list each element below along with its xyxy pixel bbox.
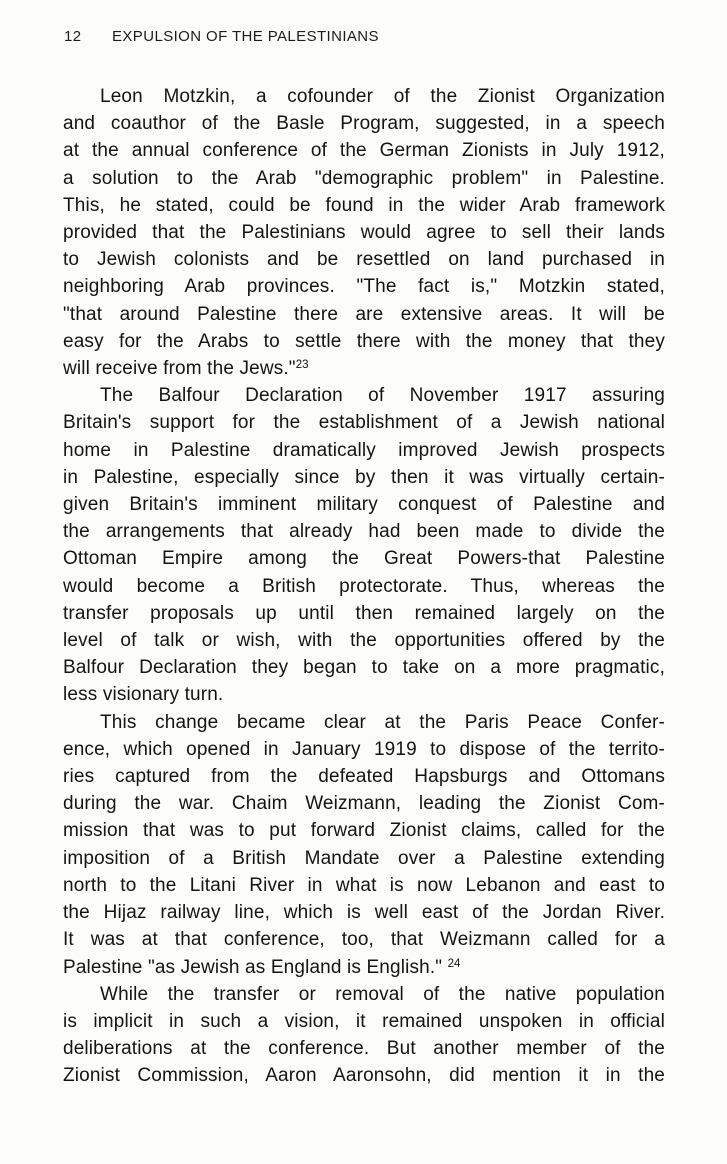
text-line [63,355,665,382]
text-line [63,899,665,926]
page-number: 12 [64,28,82,45]
running-title: EXPULSION OF THE PALESTINIANS [112,28,379,45]
text-line [63,219,665,246]
text-line [63,328,665,355]
line-text: "that around Palestine there are extensive areas. It will be [63,303,665,325]
running-header [64,29,727,45]
line-text: Palestine "as Jewish as England is English." [63,956,448,978]
line-text: would become a British protectorate. Thus, whereas the [63,575,665,597]
text-line [63,709,665,736]
text-line [63,110,665,137]
line-text: the Hijaz railway line, which is well east of the Jordan River. [63,902,665,924]
text-line [63,600,665,627]
line-text: The Balfour Declaration of November 1917 assuring [100,385,665,407]
text-line [63,981,665,1008]
line-text: easy for the Arabs to settle there with the money that they [63,330,665,352]
line-text: at the annual conference of the German Zionists in July 1912, [63,140,665,162]
text-line [63,192,665,219]
line-text: during the war. Chaim Weizmann, leading the Zionist Com- [63,793,665,815]
line-text: While the transfer or removal of the native population [100,983,665,1005]
text-line [63,83,665,110]
text-line [63,1062,665,1089]
text-line [63,246,665,273]
text-line [63,954,665,981]
footnote-reference: 23 [295,359,309,372]
text-line [63,491,665,518]
line-text: imposition of a British Mandate over a Palestine extending [63,847,665,869]
line-text: provided that the Palestinians would agree to sell their lands [63,222,665,244]
text-line [63,165,665,192]
line-text: a solution to the Arab "demographic problem" in Palestine. [63,167,665,189]
text-line [63,1035,665,1062]
line-text: given Britain's imminent military conquest of Palestine and [63,494,665,516]
text-line [63,409,665,436]
footnote-reference: 24 [447,957,461,970]
line-text: in Palestine, especially since by then it was virtually certain- [63,466,665,488]
line-text: deliberations at the conference. But another member of the [63,1038,665,1060]
line-text: This change became clear at the Paris Peace Confer- [100,711,665,733]
line-text: home in Palestine dramatically improved Jewish prospects [63,439,665,461]
text-line [63,817,665,844]
text-line [63,273,665,300]
line-text: will receive from the Jews." [63,358,296,380]
line-text: mission that was to put forward Zionist claims, called for the [63,820,665,842]
text-line [63,137,665,164]
text-line [63,1008,665,1035]
line-text: Zionist Commission, Aaron Aaronsohn, did mention it in the [63,1065,665,1087]
text-line [63,790,665,817]
text-line [63,301,665,328]
line-text: transfer proposals up until then remained largely on the [63,602,665,624]
line-text: the arrangements that already had been made to divide the [63,521,665,543]
line-text: Leon Motzkin, a cofounder of the Zionist Organization [100,86,665,107]
text-line [63,763,665,790]
line-text: Balfour Declaration they began to take on a more pragmatic, [63,657,665,679]
text-line [63,573,665,600]
text-line [63,464,665,491]
text-line [63,926,665,953]
line-text: Britain's support for the establishment of a Jewish national [63,412,665,434]
line-text: ence, which opened in January 1919 to dispose of the territo- [63,738,665,760]
line-text: It was at that conference, too, that Weizmann called for a [63,929,665,951]
line-text: less visionary turn. [63,684,224,706]
text-line [63,437,665,464]
line-text: is implicit in such a vision, it remained unspoken in official [63,1010,665,1032]
line-text: Ottoman Empire among the Great Powers-that Palestine [63,548,665,570]
line-text: This, he stated, could be found in the wider Arab framework [63,194,665,216]
text-line [63,845,665,872]
text-line [63,681,665,708]
line-text: neighboring Arab provinces. "The fact is," Motzkin stated, [63,276,665,298]
text-line [63,627,665,654]
text-line [63,872,665,899]
text-line [63,545,665,572]
body-text [63,83,665,1090]
text-line [63,654,665,681]
line-text: to Jewish colonists and be resettled on land purchased in [63,249,665,271]
line-text: north to the Litani River in what is now Lebanon and east to [63,874,665,896]
line-text: and coauthor of the Basle Program, suggested, in a speech [63,113,665,135]
line-text: ries captured from the defeated Hapsburgs and Ottomans [63,766,665,788]
text-line [63,518,665,545]
text-line [63,736,665,763]
text-line [63,382,665,409]
line-text: level of talk or wish, with the opportunities offered by the [63,630,665,652]
